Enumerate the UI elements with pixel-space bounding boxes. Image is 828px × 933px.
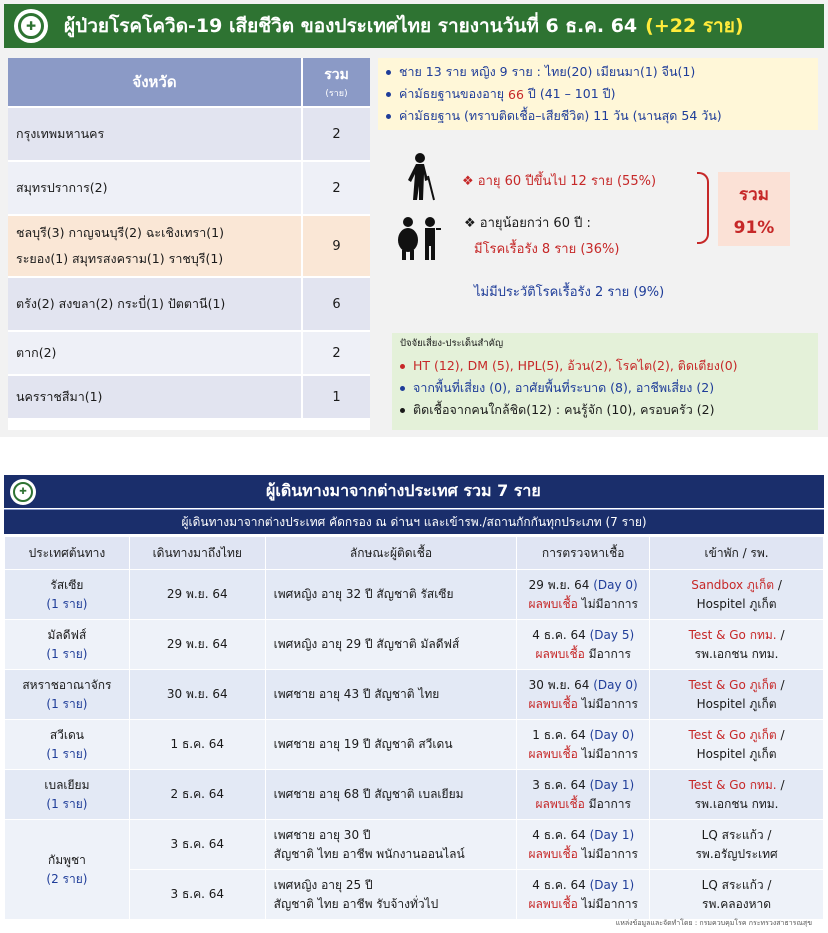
summary-line: ค่ามัธยฐาน (ทราบติดเชื้อ–เสียชีวิต) 11 วัน (นานสุด 54 วัน): [386, 105, 818, 127]
travel-subtitle: ผู้เดินทางมาจากต่างประเทศ คัดกรอง ณ ด่านฯ และเข้ารพ./สถานกักกันทุกประเภท (7 ราย): [4, 509, 824, 534]
death-highlight: (+22 ราย): [645, 15, 744, 37]
death-panel: [0, 0, 828, 437]
risk-box: [392, 333, 818, 430]
table-row: รัสเซีย (1 ราย) 29 พ.ย. 64 เพศหญิง อายุ 32 ปี สัญชาติ รัสเซีย 29 พ.ย. 64 (Day 0) ผลพบเชื้อ ไม่มีอาการ Sandbox ภูเก็ต / Hospitel ภูเก็ต: [5, 570, 824, 620]
province-row: ชลบุรี(3) กาญจนบุรี(2) ฉะเชิงเทรา(1) ระยอง(1) สมุทรสงคราม(1) ราชบุรี(1) 9: [8, 214, 370, 276]
elderly-person-icon: [404, 152, 440, 202]
header-arrival: เดินทางมาถึงไทย: [129, 537, 265, 570]
table-row: สวีเดน (1 ราย) 1 ธ.ค. 64 เพศชาย อายุ 19 ปี สัญชาติ สวีเดน 1 ธ.ค. 64 (Day 0) ผลพบเชื้อ ไม่มีอาการ Test & Go ภูเก็ต / Hospitel ภูเก็ต: [5, 720, 824, 770]
travel-table-header: [5, 537, 824, 570]
header-stay: เข้าพัก / รพ.: [650, 537, 824, 570]
summary-line: ค่ามัธยฐานของอายุ 66 ปี (41 – 101 ปี): [386, 83, 818, 105]
travel-table: [4, 536, 824, 920]
total-percent-box: รวม 91%: [718, 172, 790, 246]
header-test: การตรวจหาเชื้อ: [517, 537, 650, 570]
chronic-disease: มีโรคเรื้อรัง 8 ราย (36%): [474, 242, 620, 257]
no-chronic: ไม่มีประวัติโรคเรื้อรัง 2 ราย (9%): [474, 285, 665, 300]
province-row: สมุทรปราการ(2) 2: [8, 160, 370, 214]
province-header: จังหวัด: [132, 73, 177, 91]
province-row: ตรัง(2) สงขลา(2) กระบี่(1) ปัตตานี(1) 6: [8, 276, 370, 330]
death-title: ผู้ป่วยโรคโควิด-19 เสียชีวิต ของประเทศไทย รายงานวันที่ 6 ธ.ค. 64 (+22 ราย): [64, 15, 744, 37]
summary-line: ชาย 13 ราย หญิง 9 ราย : ไทย(20) เมียนมา(1) จีน(1): [386, 61, 818, 83]
header-country: ประเทศต้นทาง: [5, 537, 130, 570]
age-under-60: ❖ อายุน้อยกว่า 60 ปี :: [464, 216, 591, 231]
risk-line: HT (12), DM (5), HPL(5), อ้วน(2), โรคไต(2), ติดเตียง(0): [400, 355, 810, 377]
source-note: แหล่งข้อมูลและจัดทำโดย : กรมควบคุมโรค กระทรวงสาธารณสุข: [615, 919, 812, 927]
travel-title: ผู้เดินทางมาจากต่างประเทศ รวม 7 ราย: [266, 481, 541, 500]
travel-title-bar: [4, 475, 824, 508]
province-table: [8, 58, 370, 430]
death-title-bar: [4, 4, 824, 48]
province-table-header: [8, 58, 370, 106]
age-over-60: ❖ อายุ 60 ปีขึ้นไป 12 ราย (55%): [462, 174, 657, 189]
risk-line: ติดเชื้อจากคนใกล้ชิด(12) : คนรู้จัก (10), ครอบครัว (2): [400, 399, 810, 421]
table-row: กัมพูชา (2 ราย) 3 ธ.ค. 64 เพศชาย อายุ 30 ปี สัญชาติ ไทย อาชีพ พนักงานออนไลน์ 4 ธ.ค. 64 (Day 1) ผลพบเชื้อ ไม่มีอาการ LQ สระแก้ว / รพ.อรัญประเทศ: [5, 820, 824, 870]
moph-logo-icon: ✚: [10, 479, 36, 505]
province-row: กรุงเทพมหานคร 2: [8, 106, 370, 160]
people-icon: [396, 216, 442, 260]
table-row: 3 ธ.ค. 64 เพศหญิง อายุ 25 ปี สัญชาติ ไทย อาชีพ รับจ้างทั่วไป 4 ธ.ค. 64 (Day 1) ผลพบเชื้อ ไม่มีอาการ LQ สระแก้ว / รพ.คลองหาด: [5, 870, 824, 920]
total-header: รวม (ราย): [301, 58, 370, 106]
travel-panel: [4, 475, 824, 933]
risk-line: จากพื้นที่เสี่ยง (0), อาศัยพื้นที่ระบาด (8), อาชีพเสี่ยง (2): [400, 377, 810, 399]
table-row: สหราชอาณาจักร (1 ราย) 30 พ.ย. 64 เพศชาย อายุ 43 ปี สัญชาติ ไทย 30 พ.ย. 64 (Day 0) ผลพบเชื้อ ไม่มีอาการ Test & Go ภูเก็ต / Hospitel ภูเก็ต: [5, 670, 824, 720]
province-row: นครราชสีมา(1) 1: [8, 374, 370, 418]
group-brace: [697, 172, 709, 244]
table-row: เบลเยียม (1 ราย) 2 ธ.ค. 64 เพศชาย อายุ 68 ปี สัญชาติ เบลเยียม 3 ธ.ค. 64 (Day 1) ผลพบเชื้อ มีอาการ Test & Go กทม. / รพ.เอกชน กทม.: [5, 770, 824, 820]
risk-title: ปัจจัยเสี่ยง-ประเด็นสำคัญ: [400, 338, 504, 349]
province-row: ตาก(2) 2: [8, 330, 370, 374]
moph-logo-icon: ✚: [14, 9, 48, 43]
table-row: มัลดีฟส์ (1 ราย) 29 พ.ย. 64 เพศหญิง อายุ 29 ปี สัญชาติ มัลดีฟส์ 4 ธ.ค. 64 (Day 5) ผลพบเชื้อ มีอาการ Test & Go กทม. / รพ.เอกชน กทม.: [5, 620, 824, 670]
header-description: ลักษณะผู้ติดเชื้อ: [265, 537, 517, 570]
summary-box: [378, 58, 818, 130]
